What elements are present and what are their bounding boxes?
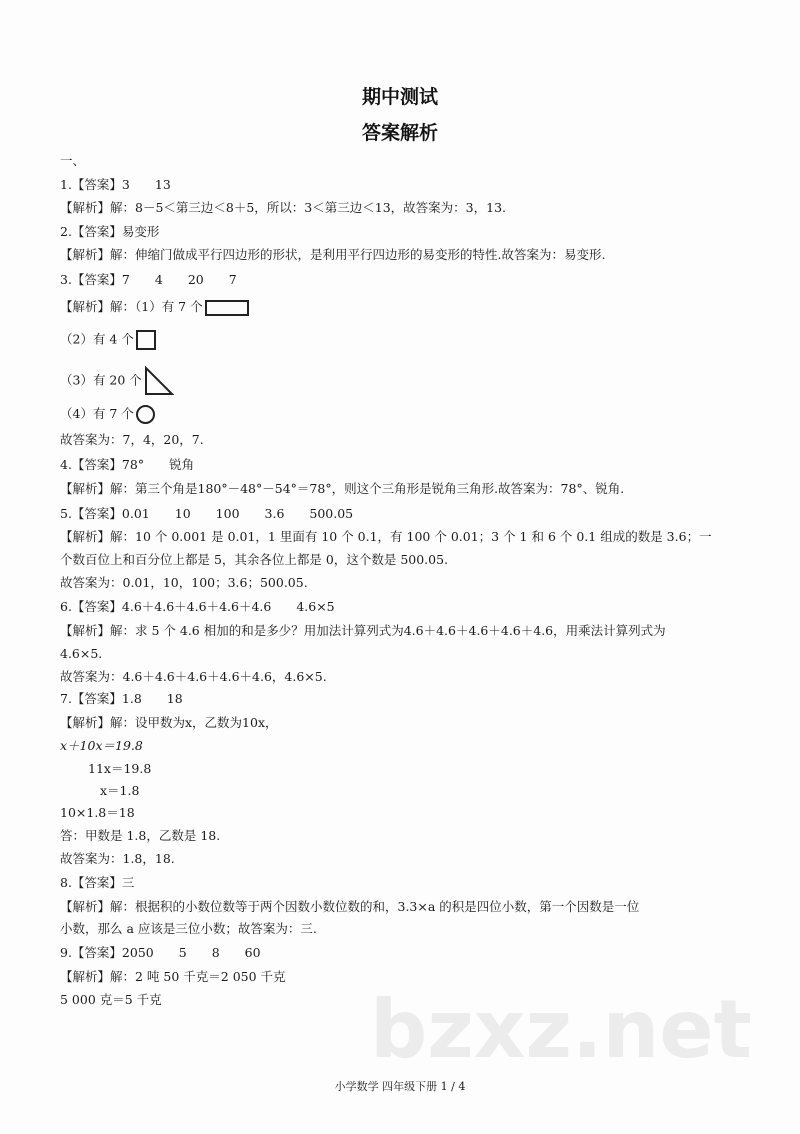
answer-line: 4.【答案】78° 锐角 xyxy=(60,457,195,472)
conclusion-line: 故答案为：4.6＋4.6＋4.6＋4.6＋4.6，4.6×5. xyxy=(60,669,327,684)
explanation-line: 5 000 克＝5 千克 xyxy=(60,992,162,1007)
explanation-text: （3）有 20 个 xyxy=(60,372,142,388)
answer-line: 5.【答案】0.01 10 100 3.6 500.05 xyxy=(60,506,354,521)
answer-line: 8.【答案】三 xyxy=(60,875,135,890)
explanation-line: 小数，那么 a 应该是三位小数；故答案为：三. xyxy=(60,921,317,936)
rectangle-icon xyxy=(205,300,249,316)
answer-line: 7.【答案】1.8 18 xyxy=(60,691,183,706)
explanation-line: 【解析】解：10 个 0.001 是 0.01，1 里面有 10 个 0.1，有 100 个 0.01；3 个 1 和 6 个 0.1 组成的数是 3.6；一 xyxy=(60,529,712,544)
equation-line: 10×1.8＝18 xyxy=(60,805,135,820)
answer-line: 3.【答案】7 4 20 7 xyxy=(60,272,237,287)
conclusion-line: 故答案为：0.01，10，100；3.6；500.05. xyxy=(60,575,308,590)
page-footer: 小学数学 四年级下册 1 / 4 xyxy=(334,1080,466,1093)
equation-line: x＝1.8 xyxy=(100,783,140,798)
explanation-line: 【解析】解：根据积的小数位数等于两个因数小数位数的和，3.3×a 的积是四位小数，第一个因数是一位 xyxy=(60,899,640,914)
watermark: bzxz.net xyxy=(370,990,752,1070)
circle-icon xyxy=(136,405,155,424)
explanation-text: （4）有 7 个 xyxy=(60,406,134,421)
page-title: 期中测试 xyxy=(361,86,438,108)
answer-line: 9.【答案】2050 5 8 60 xyxy=(60,945,261,960)
explanation-row xyxy=(60,405,155,424)
explanation-line: 【解析】解：第三个角是180°－48°－54°＝78°，则这个三角形是锐角三角形.故答案为：78°、锐角. xyxy=(60,481,625,496)
section-label: 一、 xyxy=(60,153,86,168)
answer-line: 1.【答案】3 13 xyxy=(60,177,171,192)
conclusion-line: 故答案为：1.8，18. xyxy=(60,851,175,866)
equation-line: 11x＝19.8 xyxy=(88,761,152,776)
explanation-text: 【解析】解：（1）有 7 个 xyxy=(60,299,203,314)
answer-line: 2.【答案】易变形 xyxy=(60,224,160,239)
equation-line: x＋10x＝19.8 xyxy=(60,738,143,753)
explanation-line: 【解析】解：设甲数为x，乙数为10x， xyxy=(60,715,278,730)
answer-line: 6.【答案】4.6＋4.6＋4.6＋4.6＋4.6 4.6×5 xyxy=(60,599,335,614)
explanation-line: 个数百位上和百分位上都是 5，其余各位上都是 0，这个数是 500.05. xyxy=(60,552,449,567)
square-icon xyxy=(136,330,156,350)
page-subtitle: 答案解析 xyxy=(361,122,438,144)
explanation-line: 【解析】解：求 5 个 4.6 相加的和是多少？用加法计算列式为4.6＋4.6＋4.6＋4.6＋4.6，用乘法计算列式为 xyxy=(60,623,666,638)
explanation-line: 4.6×5. xyxy=(60,646,103,661)
explanation-line: 【解析】解：伸缩门做成平行四边形的形状，是利用平行四边形的易变形的特性.故答案为：易变形. xyxy=(60,247,606,262)
explanation-row xyxy=(60,366,174,396)
answer-statement: 答：甲数是 1.8，乙数是 18. xyxy=(60,828,221,843)
explanation-row xyxy=(60,298,249,316)
explanation-line: 【解析】解：2 吨 50 千克＝2 050 千克 xyxy=(60,969,286,984)
triangle-icon xyxy=(144,366,174,396)
explanation-line: 【解析】解：8－5＜第三边＜8＋5，所以：3＜第三边＜13，故答案为：3，13. xyxy=(60,200,507,215)
explanation-row xyxy=(60,330,156,350)
explanation-text: （2）有 4 个 xyxy=(60,331,134,347)
conclusion-line: 故答案为：7，4，20，7. xyxy=(60,432,204,447)
